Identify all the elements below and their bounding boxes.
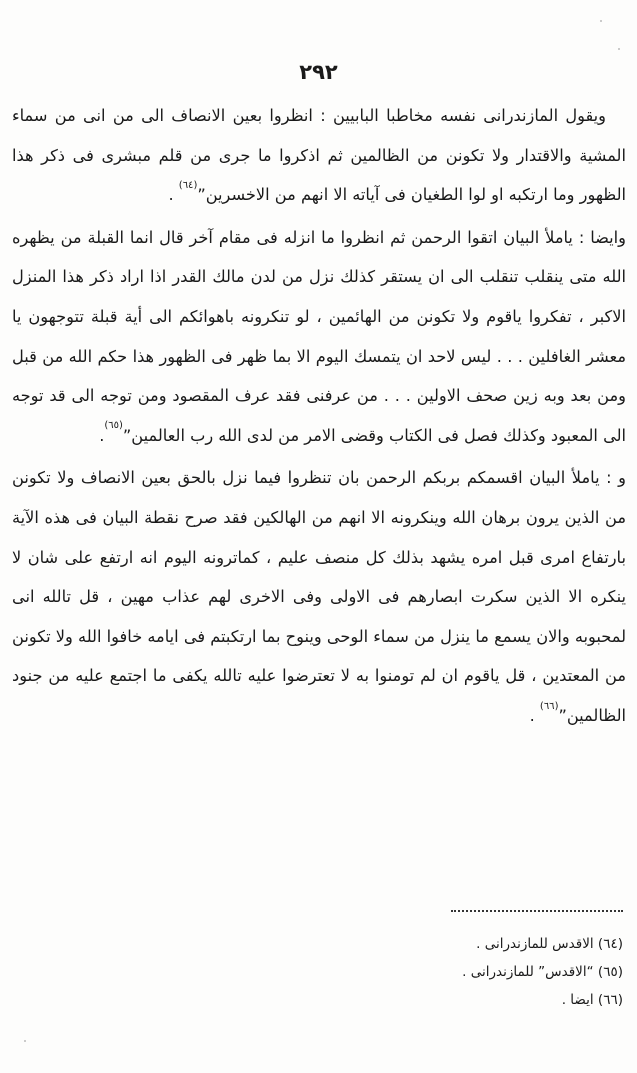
paragraph-3-tail: . xyxy=(529,705,540,725)
footnote-66: (٦٦) ايضا . xyxy=(561,992,623,1008)
paragraph-2-text: وايضا : ياملأ البيان اتقوا الرحمن ثم انظروا ما انزله فى مقام آخر قال انما القبلة من يظهره الله متى ينقلب تنقلب الى ان يستقر كذلك نزل من لدن مالك القدر اذا اراد ذكر هذا المنزل الاكبر ، تفكروا ياقوم ولا تكونن من الهائمين ، لو تنكرونه باهوائكم الى أية قبلة تتوجهون يا معشر الغافلين . . . ليس لاحد ان يتمسك اليوم الا بما ظهر فى الظهور هذا حكم الله من قبل ومن بعد وبه زين صحف الاولين . . . من عرفنى فقد عرف المقصود ومن توجه الى قد توجه الى المعبود وكذلك فصل فى الكتاب وقضى الامر من لدى الله رب العالمين” xyxy=(12,227,626,445)
footnote-64: (٦٤) الاقدس للمازندرانى . xyxy=(476,936,623,952)
page-number: ٢٩٢ xyxy=(299,60,338,84)
footnote-ref-66: (٦٦) xyxy=(539,700,559,712)
paragraph-2 xyxy=(12,218,626,456)
paragraph-1 xyxy=(12,96,626,215)
paragraph-2-tail: . xyxy=(99,425,105,445)
paragraph-1-tail: . xyxy=(168,185,179,205)
footnote-ref-64: (٦٤) xyxy=(178,179,198,191)
paragraph-1-text: ويقول المازندرانى نفسه مخاطبا البابيين : انظروا بعين الانصاف الى من انى من سماء المشية والاقتدار ولا تكونن من الظالمين ثم اذكروا ما جرى من قلم مبشرى فى ذكر هذا الظهور وما ارتكبه او لوا الطغيان فى آياته الا انهم من الاخسرين” xyxy=(12,106,626,205)
paragraph-3 xyxy=(12,458,626,735)
footnotes xyxy=(263,930,623,1014)
footnote-65: (٦٥) “الاقدس” للمازندرانى . xyxy=(462,964,623,980)
scan-speck xyxy=(618,48,620,50)
paragraph-3-text: و : ياملأ البيان اقسمكم بربكم الرحمن بان تنظروا فيما نزل بالحق بعين الانصاف ولا تكونن من الذين يرون برهان الله وينكرونه الا انهم من الهالكين فقد صرح نقطة البيان فى هذه الآية بارتفاع امرى قبل امره يشهد بذلك كل منصف عليم ، كماترونه اليوم انه ارتفع على شان لا ينكره الا الذين سكرت ابصارهم فى الاولى وفى الاخرى لهم عذاب مهين ، قل تالله انى لمحبوبه والان يسمع ما ينزل من سماء الوحى وينوح بما ارتكبتم فى ايامه خافوا الله ولا تكونن من المعتدين ، قل ياقوم ان لم تومنوا به لا تعترضوا عليه تالله يكفى ما اجتمع عليه من جنود الظالمين” xyxy=(12,468,626,725)
footnote-ref-65: (٦٥) xyxy=(104,420,123,432)
scan-speck xyxy=(24,1040,26,1042)
scan-speck xyxy=(600,20,602,22)
footnote-divider xyxy=(451,910,623,912)
body-text xyxy=(12,96,626,736)
